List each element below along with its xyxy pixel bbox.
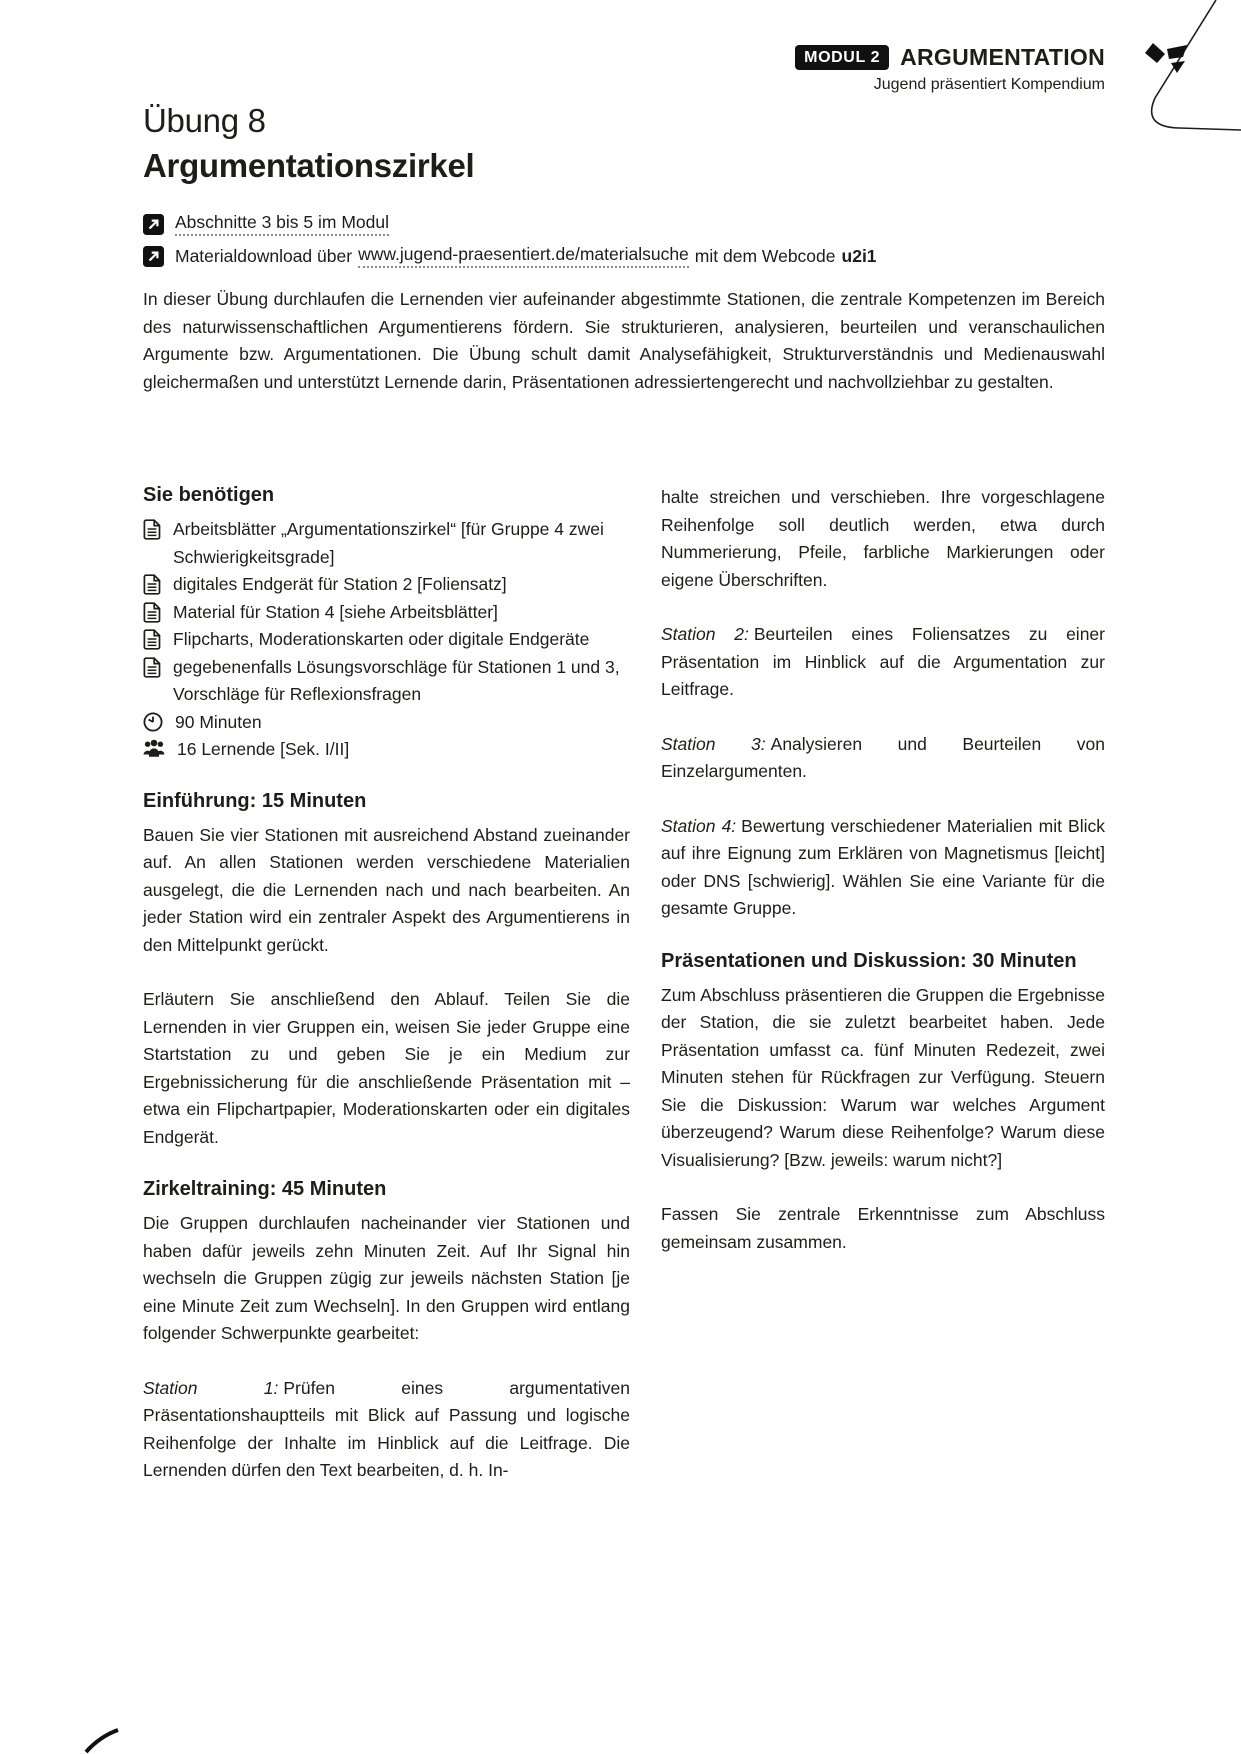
station-1-label: Station 1: — [143, 1377, 279, 1398]
intro-paragraph: In dieser Übung durchlaufen die Lernenden vier aufeinander abgestimmte Stationen, die zentrale Kompetenzen im Bereich des naturwissenschaftlichen Argumentierens fördern. Sie strukturieren, analysieren, beurteilen und veranschaulichen Argumente bzw. Argumentationen. Die Übung schult damit Analysefähigkeit, Strukturverständnis und Medienauswahl gleichermaßen und unterstützt Lernende darin, Präsentationen adressiertengerecht und nachvollziehbar zu gestalten. — [143, 289, 1105, 392]
group-icon — [143, 739, 165, 758]
zirkeltraining-paragraph: Die Gruppen durchlaufen nacheinander vier Stationen und haben dafür jeweils zehn Minuten Zeit. Auf Ihr Signal hin wechseln die Gruppen zügig zur jeweils nächsten Station [je eine Minute Zeit zum Wechseln]. In den Gruppen wird entlang folgender Schwerpunkte gearbeitet: — [143, 1213, 630, 1343]
webcode: u2i1 — [841, 245, 877, 266]
station-4-paragraph — [661, 813, 1105, 923]
praesentationen-paragraph-2: Fassen Sie zentrale Erkenntnisse zum Abschluss gemeinsam zusammen. — [661, 1204, 1105, 1252]
list-item-text: Arbeitsblätter „Argumentationszirkel“ [für Gruppe 4 zwei Schwierigkeitsgrade] — [173, 519, 604, 567]
document-icon — [143, 602, 161, 623]
praesentationen-paragraph-1: Zum Abschluss präsentieren die Gruppen die Ergebnisse der Station, die sie zuletzt bearbeitet haben. Jede Präsentation umfasst ca. fünf Minuten Redezeit, zwei Minuten stehen für Rückfragen zur Verfügung. Steuern Sie die Diskussion: Warum war welches Argument überzeugend? Warum diese Reihenfolge? Warum diese Visualisierung? [Bzw. jeweils: warum nicht?] — [661, 984, 1105, 1170]
einfuehrung-paragraph-1: Bauen Sie vier Stationen mit ausreichend Abstand zueinander auf. An allen Stationen werden verschiedene Materialien ausgelegt, die die Lernenden nach und nach bearbeiten. An jeder Station wird ein zentraler Aspekt des Argumentierens in den Mittelpunkt gerückt. — [143, 824, 630, 955]
station-1-continuation: halte streichen und verschieben. Ihre vorgeschlagene Reihenfolge soll deutlich werden, etwa durch Nummerierung, Pfeile, farbliche Markierungen oder eigene Überschriften. — [661, 487, 1105, 590]
station-1-paragraph — [143, 1375, 630, 1485]
list-item — [143, 599, 630, 627]
station-2-text: Beurteilen eines Foliensatzes zu einer Präsentation im Hinblick auf die Argumentation zur Leitfrage. — [661, 624, 1105, 699]
list-item — [143, 709, 630, 737]
list-item — [143, 654, 630, 709]
zirkeltraining-heading: Zirkeltraining: 45 Minuten — [143, 1178, 387, 1200]
module-badge: MODUL 2 — [795, 45, 889, 70]
document-icon — [143, 519, 161, 540]
station-1-text: Prüfen eines argumentativen Präsentationshauptteils mit Blick auf Passung und logische Reihenfolge der Inhalte im Hinblick auf die Leitfrage. Die Lernenden dürfen den Text bearbeiten, d. h. In- — [143, 1377, 630, 1480]
list-item-text: gegebenenfalls Lösungsvorschläge für Stationen 1 und 3, Vorschläge für Reflexionsfragen — [173, 656, 620, 704]
document-icon — [143, 657, 161, 678]
list-item — [143, 626, 630, 654]
station-2-paragraph — [661, 621, 1105, 704]
station-3-label: Station 3: — [661, 733, 766, 754]
download-url[interactable]: www.jugend-praesentiert.de/materialsuche — [358, 244, 689, 268]
page-title — [143, 102, 474, 185]
document-icon — [143, 574, 161, 595]
station-3-text: Analysieren und Beurteilen von Einzelargumenten. — [661, 733, 1105, 781]
download-middle: mit dem Webcode — [694, 245, 836, 266]
list-item — [143, 736, 630, 764]
right-column — [661, 484, 1105, 1512]
jugend-praesentiert-logo — [1143, 40, 1189, 82]
list-item-text: 90 Minuten — [175, 711, 262, 732]
station-3-paragraph — [661, 731, 1105, 786]
list-item-text: Material für Station 4 [siehe Arbeitsblätter] — [173, 601, 498, 622]
einfuehrung-heading: Einführung: 15 Minuten — [143, 789, 367, 812]
list-item-text: 16 Lernende [Sek. I/II] — [177, 739, 350, 759]
arrow-up-right-icon — [143, 246, 164, 267]
clock-icon — [143, 712, 163, 732]
list-item — [143, 571, 630, 599]
compendium-subtitle: Jugend präsentiert Kompendium — [873, 76, 1105, 93]
module-section-link[interactable] — [143, 212, 877, 236]
exercise-number: Übung 8 — [143, 102, 266, 139]
station-4-text: Bewertung verschiedener Materialien mit Blick auf ihre Eignung zum Erklären von Magnetismus [leicht] oder DNS [schwierig]. Wählen Sie eine Variante für die gesamte Gruppe. — [661, 815, 1105, 918]
left-column — [143, 484, 630, 1512]
list-item-text: digitales Endgerät für Station 2 [Foliensatz] — [173, 574, 507, 594]
document-icon — [143, 629, 161, 650]
station-2-label: Station 2: — [661, 624, 749, 644]
download-prefix: Materialdownload über — [175, 245, 353, 266]
list-item — [143, 516, 630, 571]
page-header — [795, 44, 1105, 94]
einfuehrung-paragraph-2: Erläutern Sie anschließend den Ablauf. Teilen Sie die Lernenden in vier Gruppen ein, weisen Sie jeder Gruppe eine Startstation zu und geben Sie je ein Medium zur Ergebnissicherung für die anschließende Präsentation mit – etwa ein Flipchartpapier, Moderationskarten oder ein digitales Endgerät. — [143, 989, 630, 1147]
module-title: ARGUMENTATION — [900, 44, 1105, 70]
requirements-heading: Sie benötigen — [143, 484, 275, 506]
section-link-text[interactable]: Abschnitte 3 bis 5 im Modul — [175, 212, 389, 236]
requirements-list — [143, 516, 630, 764]
resource-links — [143, 212, 877, 276]
material-download-link[interactable] — [143, 244, 877, 268]
page-curl-mark — [84, 1728, 124, 1754]
content-columns — [143, 484, 1105, 1512]
arrow-up-right-icon — [143, 214, 164, 235]
list-item-text: Flipcharts, Moderationskarten oder digitale Endgeräte — [173, 629, 590, 649]
praesentationen-heading: Präsentationen und Diskussion: 30 Minuten — [661, 949, 1077, 972]
exercise-name: Argumentationszirkel — [143, 147, 475, 184]
station-4-label: Station 4: — [661, 815, 737, 836]
